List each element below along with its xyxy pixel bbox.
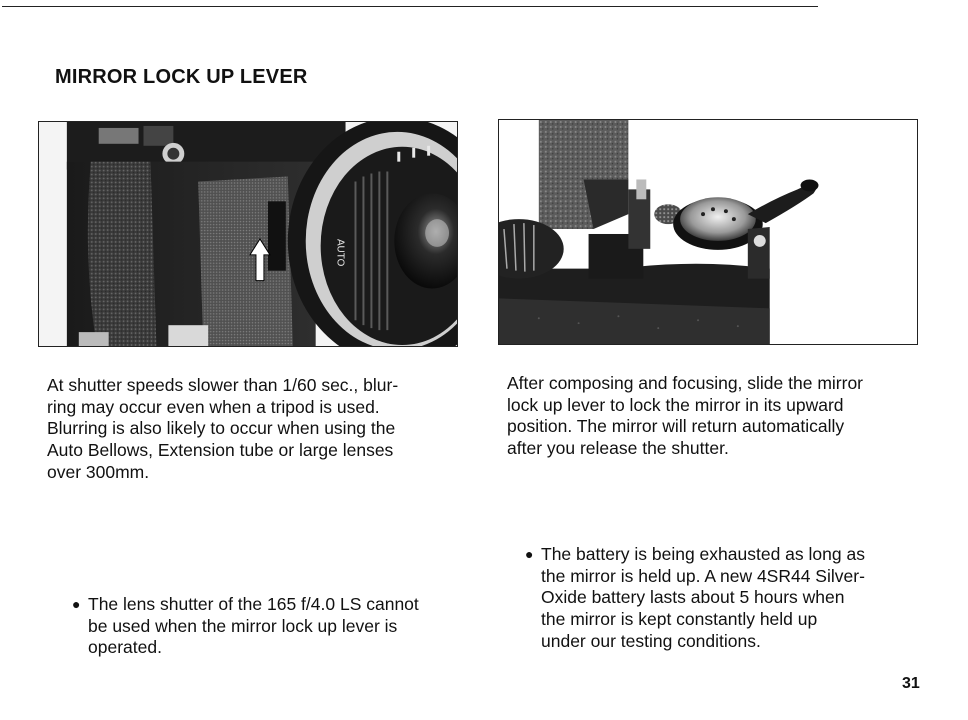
- note-line: operated.: [88, 637, 162, 658]
- lens-auto-label: AUTO: [334, 238, 346, 267]
- lens-shutter-note: [72, 594, 472, 659]
- battery-note: [525, 544, 925, 653]
- paragraph-line: ring may occur even when a tripod is used.: [47, 396, 380, 417]
- mirror-lever-illustration: [499, 120, 917, 344]
- note-line: Oxide battery lasts about 5 hours when: [541, 587, 845, 608]
- note-line: The battery is being exhausted as long as: [541, 544, 865, 564]
- camera-body-illustration: [39, 122, 457, 346]
- note-line: under our testing conditions.: [541, 630, 761, 651]
- paragraph-line: At shutter speeds slower than 1/60 sec., blur-: [47, 375, 399, 395]
- note-line: be used when the mirror lock up lever is: [88, 615, 398, 636]
- mirror-lever-photo: [498, 119, 918, 345]
- left-paragraph: [47, 375, 467, 484]
- paragraph-line: position. The mirror will return automatically: [507, 416, 845, 437]
- paragraph-line: over 300mm.: [47, 461, 150, 482]
- top-rule: [2, 6, 818, 7]
- paragraph-line: after you release the shutter.: [507, 438, 729, 459]
- paragraph-line: Auto Bellows, Extension tube or large lenses: [47, 440, 394, 461]
- camera-body-photo: [38, 121, 458, 347]
- page-title: MIRROR LOCK UP LEVER: [55, 66, 308, 88]
- page-number: 31: [902, 675, 920, 692]
- note-line: the mirror is kept constantly held up: [541, 609, 818, 630]
- bullet-icon: ●: [525, 546, 534, 562]
- right-paragraph: [507, 373, 927, 460]
- paragraph-line: After composing and focusing, slide the mirror: [507, 373, 863, 393]
- note-line: the mirror is held up. A new 4SR44 Silver-: [541, 565, 865, 586]
- paragraph-line: lock up lever to lock the mirror in its upward: [507, 394, 844, 415]
- note-line: The lens shutter of the 165 f/4.0 LS cannot: [88, 594, 419, 614]
- paragraph-line: Blurring is also likely to occur when using the: [47, 418, 396, 439]
- bullet-icon: ●: [72, 596, 81, 612]
